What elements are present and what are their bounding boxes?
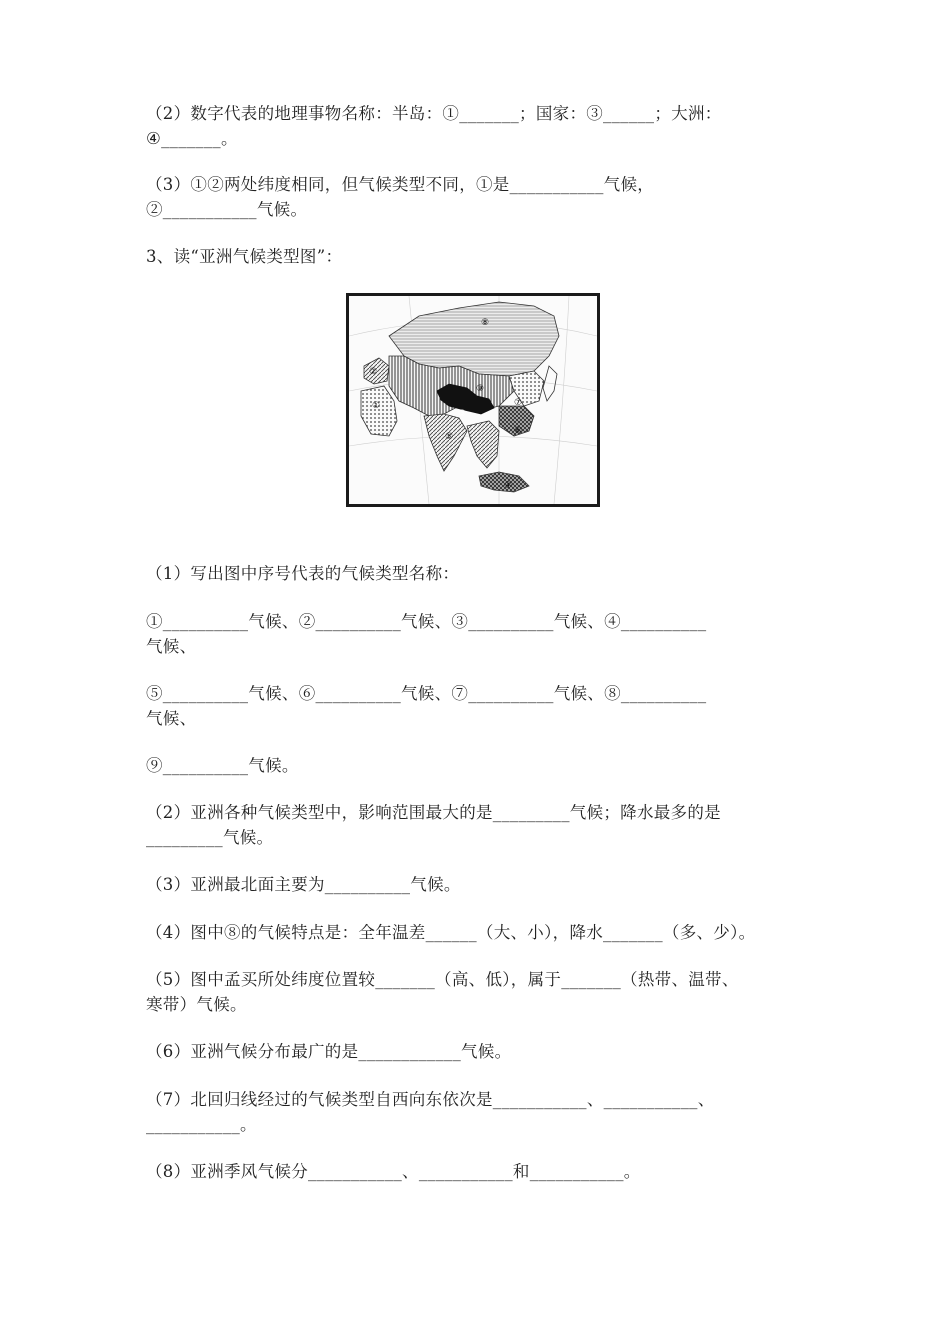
q3-4: （4）图中⑧的气候特点是：全年温差______（大、小），降水_______（多、少）。 (146, 923, 756, 942)
q3-2-line2: _________气候。 (146, 828, 274, 847)
map-label-8: ⑧ (481, 318, 490, 328)
q2-2-line1: （2）数字代表的地理事物名称：半岛：①_______；国家：③______；大洲： (146, 104, 722, 123)
q2-3-line2: ②___________气候。 (146, 200, 308, 219)
q3-8: （8）亚洲季风气候分___________、___________和___________。 (146, 1162, 641, 1181)
q2-3-line1: （3）①②两处纬度相同，但气候类型不同，①是___________气候， (146, 175, 655, 194)
map-label-9: ⑨ (476, 384, 485, 394)
q3-7-line1: （7）北回归线经过的气候类型自西向东依次是___________、___________、 (146, 1090, 715, 1109)
region-arabia (361, 386, 397, 436)
q3-title: 3、读“亚洲气候类型图”： (146, 247, 343, 266)
asia-climate-map-drawing (349, 296, 597, 504)
q3-6: （6）亚洲气候分布最广的是____________气候。 (146, 1042, 512, 1061)
q3-7-line2: ___________。 (146, 1115, 257, 1134)
q3-1-row1: ①__________气候、②__________气候、③__________气候、④__________ (146, 612, 707, 631)
map-label-6: ⑥ (514, 426, 523, 436)
map-label-4: ④ (504, 481, 513, 491)
q3-3: （3）亚洲最北面主要为__________气候。 (146, 875, 461, 894)
q3-1-row1b: 气候、 (146, 637, 197, 656)
map-label-3: ③ (458, 409, 467, 419)
q2-2-line2: ④_______。 (146, 129, 238, 148)
q3-1-row2b: 气候、 (146, 709, 197, 728)
q3-1-row3: ⑨__________气候。 (146, 756, 299, 775)
asia-climate-map (346, 293, 600, 507)
map-label-7: ⑦ (514, 398, 523, 408)
map-label-2: ② (369, 367, 378, 377)
map-label-5: ⑤ (445, 432, 454, 442)
q3-1-row2: ⑤__________气候、⑥__________气候、⑦__________气候、⑧__________ (146, 684, 707, 703)
map-label-1: ① (372, 401, 381, 411)
q3-1: （1）写出图中序号代表的气候类型名称： (146, 564, 460, 583)
q3-5-line2: 寒带）气候。 (146, 995, 247, 1014)
region-indochina (467, 421, 499, 468)
q3-5-line1: （5）图中孟买所处纬度位置较_______（高、低），属于_______（热带、温带、 (146, 970, 739, 989)
q3-2-line1: （2）亚洲各种气候类型中，影响范围最大的是_________气候；降水最多的是 (146, 803, 721, 822)
region-india (424, 414, 467, 471)
